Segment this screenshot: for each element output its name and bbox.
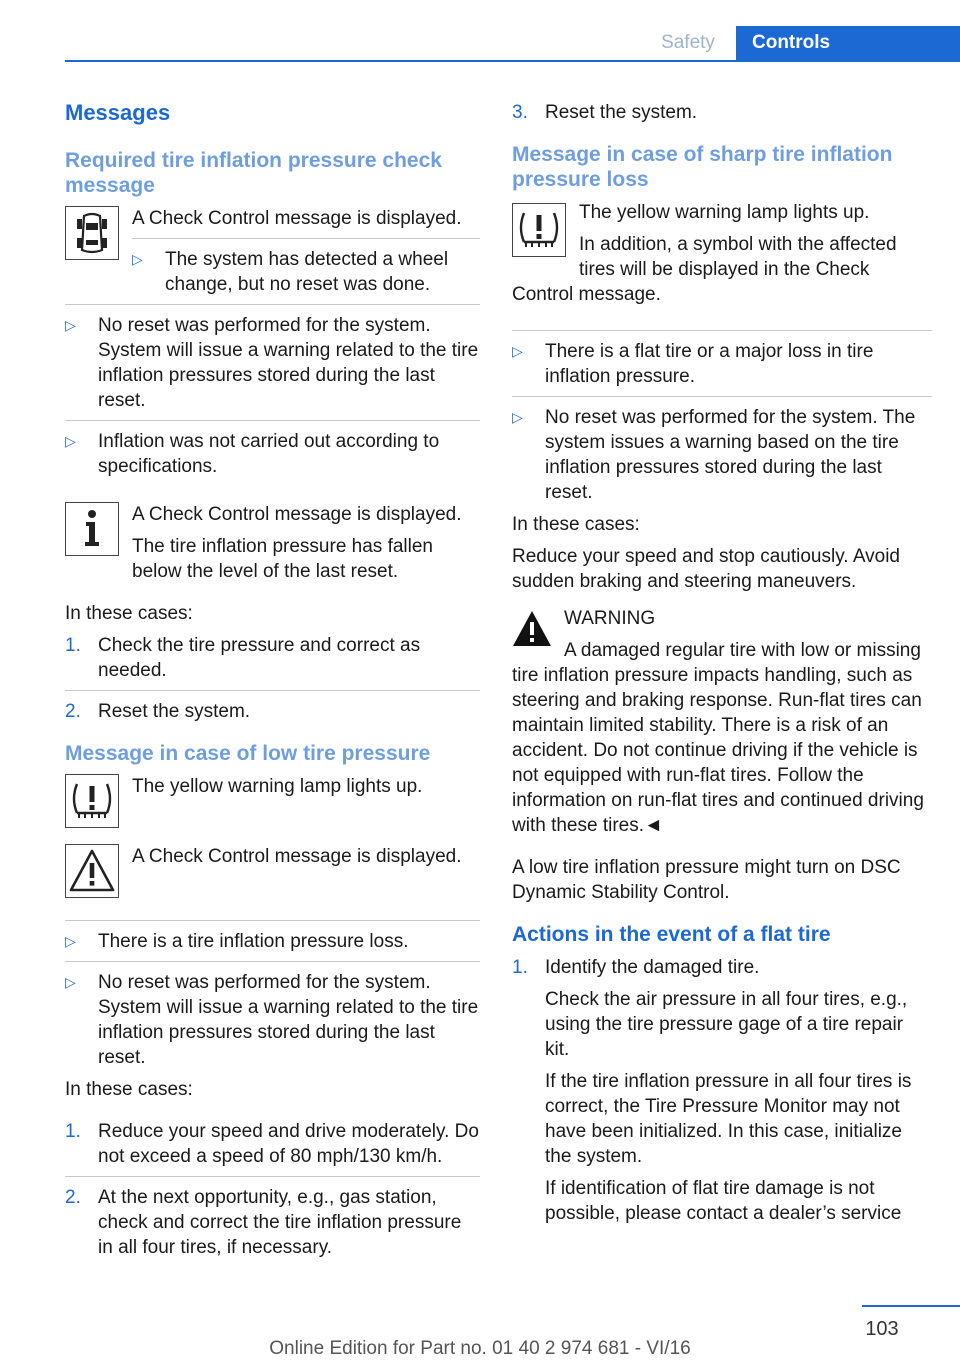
divider <box>65 420 480 421</box>
divider <box>65 304 480 305</box>
edition-footer: Online Edition for Part no. 01 40 2 974 681 - VI/16 <box>269 1338 691 1359</box>
warning-body: A damaged regular tire with low or missing tire inflation pressure impacts handling, such as steering and braking response. Run-flat tires can maintain limited stability. There is a risk of an accident. Do not continue driving if the vehicle is not equipped with run-flat tires. Follow the information on run-flat tires and continued driving with these tires.◄ <box>512 640 924 836</box>
list-item: ▷ The system has detected a wheel change, but no reset was done. <box>132 249 449 295</box>
heading-sharp-loss: Message in case of sharp tire inflation pressure loss <box>512 143 893 191</box>
tab-safety: Safety <box>661 32 715 53</box>
list-item: 1. Reduce your speed and drive moderately. Do not exceed a speed of 80 mph/130 km/h. <box>65 1121 479 1167</box>
bullet-icon: ▷ <box>65 974 76 990</box>
reduce-speed-text: Reduce your speed and stop cautiously. Avoid sudden braking and steering maneuvers. <box>512 546 900 592</box>
divider <box>512 396 932 397</box>
heading-low-pressure: Message in case of low tire pressure <box>65 742 431 765</box>
heading-actions: Actions in the event of a flat tire <box>512 923 831 946</box>
actions-paragraph-3: If identification of flat tire damage is not possible, please contact a dealer’s service <box>545 1178 902 1224</box>
list-item: ▷ No reset was performed for the system. The system issues a warning based on the tire inflation pressures stored during the last reset. <box>512 407 916 503</box>
cases-label: In these cases: <box>512 514 640 535</box>
heading-messages: Messages <box>65 100 171 125</box>
divider <box>65 920 480 921</box>
info-text-1: A Check Control message is displayed. <box>132 504 462 525</box>
bullet-icon: ▷ <box>512 343 523 359</box>
divider <box>65 1176 480 1177</box>
divider <box>512 330 932 331</box>
warning-triangle-icon <box>65 844 119 898</box>
page-number-rule <box>862 1305 960 1307</box>
page-number: 103 <box>865 1318 899 1340</box>
info-block <box>65 502 480 584</box>
list-item: 1. Check the tire pressure and correct as needed. <box>65 635 421 681</box>
low-lamp-text: The yellow warning lamp lights up. <box>132 776 423 797</box>
list-item: ▷ There is a tire inflation pressure loss. <box>65 931 409 952</box>
list-item: 3. Reset the system. <box>512 102 698 123</box>
list-item: ▷ No reset was performed for the system. System will issue a warning related to the tire inflation pressures stored during the last reset. <box>65 972 479 1068</box>
info-text-2: The tire inflation pressure has fallen below the level of the last reset. <box>132 536 433 582</box>
divider <box>65 690 480 691</box>
reset-required-block <box>65 206 480 297</box>
bullet-icon: ▷ <box>65 933 76 949</box>
cases-label: In these cases: <box>65 603 193 624</box>
warning-title: WARNING <box>564 608 656 629</box>
sharp-lamp-text: The yellow warning lamp lights up. <box>579 202 870 223</box>
list-item: 2. Reset the system. <box>65 701 251 722</box>
bullet-icon: ▷ <box>65 317 76 333</box>
divider <box>65 961 480 962</box>
heading-required-check: Required tire inflation pressure check message <box>65 149 442 197</box>
low-msg-text: A Check Control message is displayed. <box>132 846 462 867</box>
car-tires-icon <box>65 206 119 260</box>
tab-controls: Controls <box>736 26 960 62</box>
warning-block <box>512 606 932 845</box>
info-icon <box>65 502 119 556</box>
bullet-icon: ▷ <box>132 251 143 267</box>
bullet-icon: ▷ <box>512 409 523 425</box>
dsc-text: A low tire inflation pressure might turn on DSC Dynamic Stability Control. <box>512 857 901 903</box>
tire-pressure-warning-icon <box>512 203 566 257</box>
sharp-symbol-text: In addition, a symbol with the affected tires will be displayed in the Check Control message. <box>512 234 897 305</box>
list-item: 2. At the next opportunity, e.g., gas station, check and correct the tire inflation pressure in all four tires, if necessary. <box>65 1187 462 1258</box>
sharp-lamp-block <box>512 200 932 314</box>
actions-paragraph-1: Check the air pressure in all four tires, e.g., using the tire pressure gage of a tire repair kit. <box>545 989 908 1060</box>
low-lamp-block <box>65 774 480 834</box>
list-item: ▷ No reset was performed for the system. System will issue a warning related to the tire inflation pressures stored during the last reset. <box>65 315 479 411</box>
tire-pressure-warning-icon <box>65 774 119 828</box>
cases-label: In these cases: <box>65 1079 193 1100</box>
divider <box>132 238 480 239</box>
bullet-icon: ▷ <box>65 433 76 449</box>
warning-triangle-icon <box>512 609 552 649</box>
list-item: ▷ Inflation was not carried out according to specifications. <box>65 431 440 477</box>
list-item: ▷ There is a flat tire or a major loss in tire inflation pressure. <box>512 341 874 387</box>
list-item: 1. Identify the damaged tire. <box>512 957 760 978</box>
header-rule <box>65 60 960 62</box>
reset-required-text: A Check Control message is displayed. <box>132 208 462 229</box>
low-msg-block <box>65 844 480 904</box>
right-column <box>512 100 932 1233</box>
actions-paragraph-2: If the tire inflation pressure in all four tires is correct, the Tire Pressure Monitor may not have been initialized. In this case, initialize the system. <box>545 1071 912 1167</box>
left-column <box>65 100 480 1267</box>
